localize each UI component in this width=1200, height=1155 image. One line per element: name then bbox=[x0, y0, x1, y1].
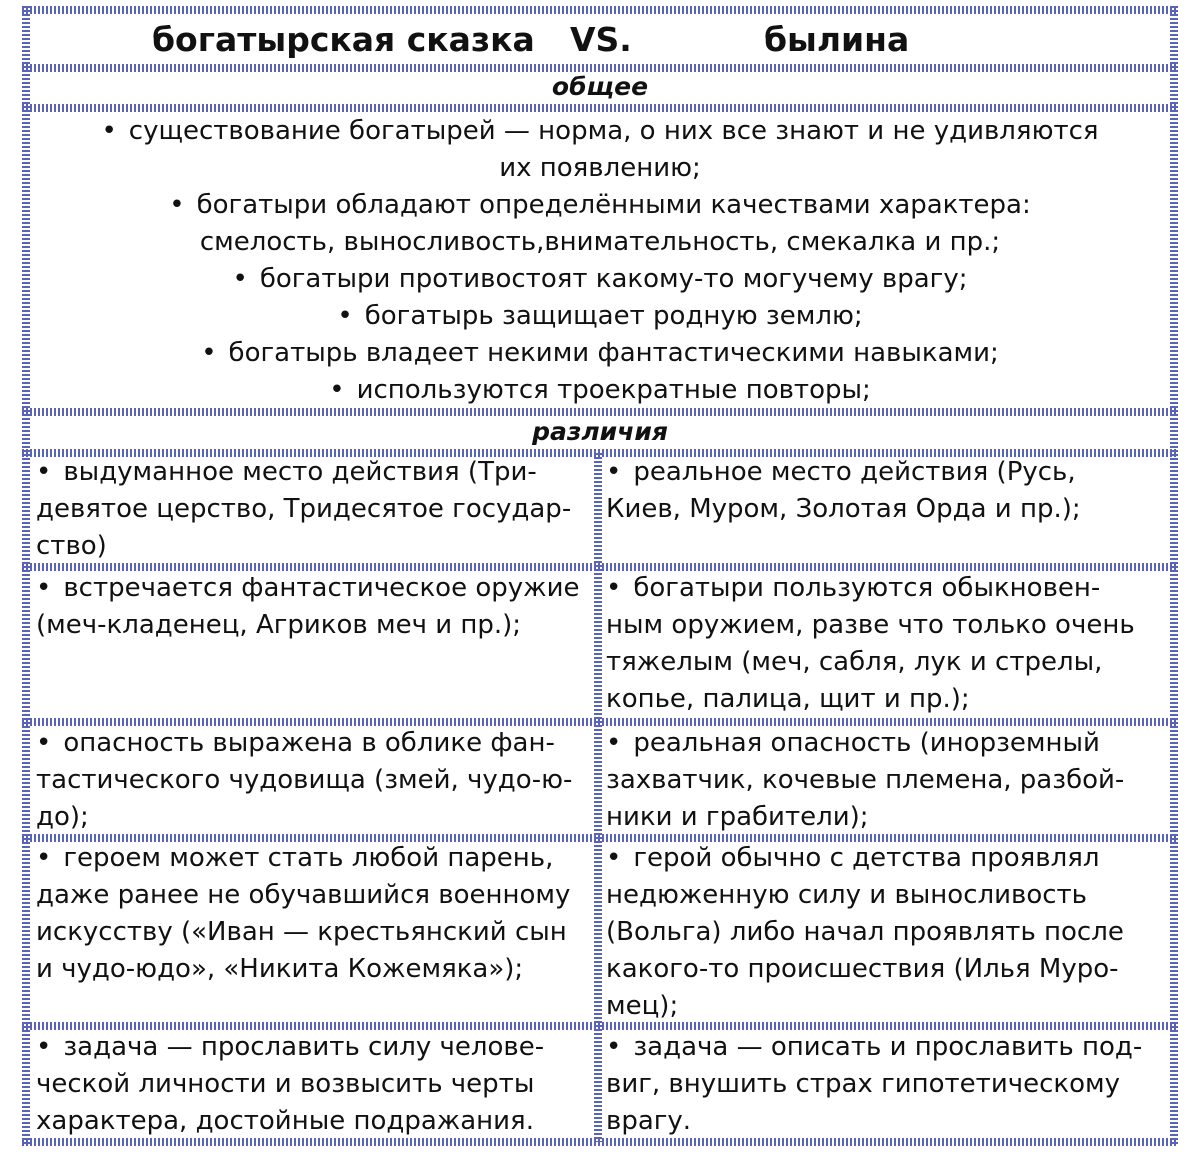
common-item: • богатырь защищает родную землю; bbox=[337, 301, 863, 331]
difference-bylina-hero: • герой обычно с детства проявлял недюженную силу и выносливость (Вольга) либо начал проявлять после какого-то происшествия (Илья Муро- мец); bbox=[606, 843, 1124, 1021]
rule-under-common-list bbox=[22, 408, 1178, 416]
difference-bylina-goal: • задача — описать и прославить под- виг, внушить страх гипотетическому врагу. bbox=[606, 1032, 1143, 1136]
bullet-icon: • bbox=[337, 301, 353, 331]
table-title-row bbox=[22, 6, 1178, 64]
difference-fairy-tale-danger: • опасность выражена в облике фан- тастического чудовища (змей, чудо-ю- до); bbox=[36, 728, 573, 832]
section-heading-common: общее bbox=[551, 72, 649, 101]
common-item-continued: их появлению; bbox=[499, 153, 701, 183]
common-item: • богатыри противостоят какому-то могучему врагу; bbox=[232, 264, 968, 294]
bullet-icon: • bbox=[606, 728, 622, 758]
bullet-icon: • bbox=[606, 843, 622, 873]
bullet-icon: • bbox=[606, 457, 622, 487]
common-item: • существование богатырей — норма, о них все знают и не удивляются bbox=[101, 116, 1099, 146]
difference-fairy-tale-weapon: • встречается фантастическое оружие (меч-кладенец, Агриков меч и пр.); bbox=[36, 573, 580, 640]
common-item: • используются троекратные повторы; bbox=[329, 375, 871, 405]
title-fairy-tale: богатырская сказка bbox=[152, 20, 535, 59]
bullet-icon: • bbox=[36, 573, 52, 603]
common-item: • богатыри обладают определёнными качествами характера: bbox=[169, 190, 1031, 220]
bullet-icon: • bbox=[36, 728, 52, 758]
bullet-icon: • bbox=[36, 457, 52, 487]
bullet-icon: • bbox=[232, 264, 248, 294]
difference-bylina-setting: • реальное место действия (Русь, Киев, Муром, Золотая Орда и пр.); bbox=[606, 457, 1081, 524]
bullet-icon: • bbox=[329, 375, 345, 405]
title-versus: VS. bbox=[570, 20, 632, 59]
difference-bylina-danger: • реальная опасность (инорземный захватчик, кочевые племена, разбой- ники и грабители); bbox=[606, 728, 1125, 832]
bullet-icon: • bbox=[606, 573, 622, 603]
common-item-continued: смелость, выносливость,внимательность, смекалка и пр.; bbox=[199, 227, 1001, 257]
bullet-icon: • bbox=[101, 116, 117, 146]
bullet-icon: • bbox=[201, 338, 217, 368]
comparison-table bbox=[22, 6, 1178, 1146]
difference-bylina-weapon: • богатыри пользуются обыкновен- ным оружием, разве что только очень тяжелым (меч, сабля, лук и стрелы, копье, палица, щит и пр.); bbox=[606, 573, 1135, 714]
column-divider bbox=[594, 453, 602, 1142]
bullet-icon: • bbox=[36, 1032, 52, 1062]
title-bylina: былина bbox=[764, 20, 910, 59]
bullet-icon: • bbox=[606, 1032, 622, 1062]
common-item: • богатырь владеет некими фантастическими навыками; bbox=[201, 338, 999, 368]
bullet-icon: • bbox=[169, 190, 185, 220]
difference-fairy-tale-hero: • героем может стать любой парень, даже ранее не обучавшийся военному искусству («Иван — крестьянский сын и чудо-юдо», «Никита Кожемяка»); bbox=[36, 843, 571, 984]
difference-fairy-tale-goal: • задача — прославить силу челове- ческой личности и возвысить черты характера, достойные подражания. bbox=[36, 1032, 545, 1136]
rule-under-common-heading bbox=[22, 104, 1178, 112]
common-features-list bbox=[22, 113, 1178, 409]
difference-fairy-tale-setting: • выдуманное место действия (Три- девятое церство, Тридесятое государ- ство) bbox=[36, 457, 572, 561]
bullet-icon: • bbox=[36, 843, 52, 873]
section-heading-differences: различия bbox=[532, 417, 668, 446]
rule-under-title bbox=[22, 64, 1178, 72]
